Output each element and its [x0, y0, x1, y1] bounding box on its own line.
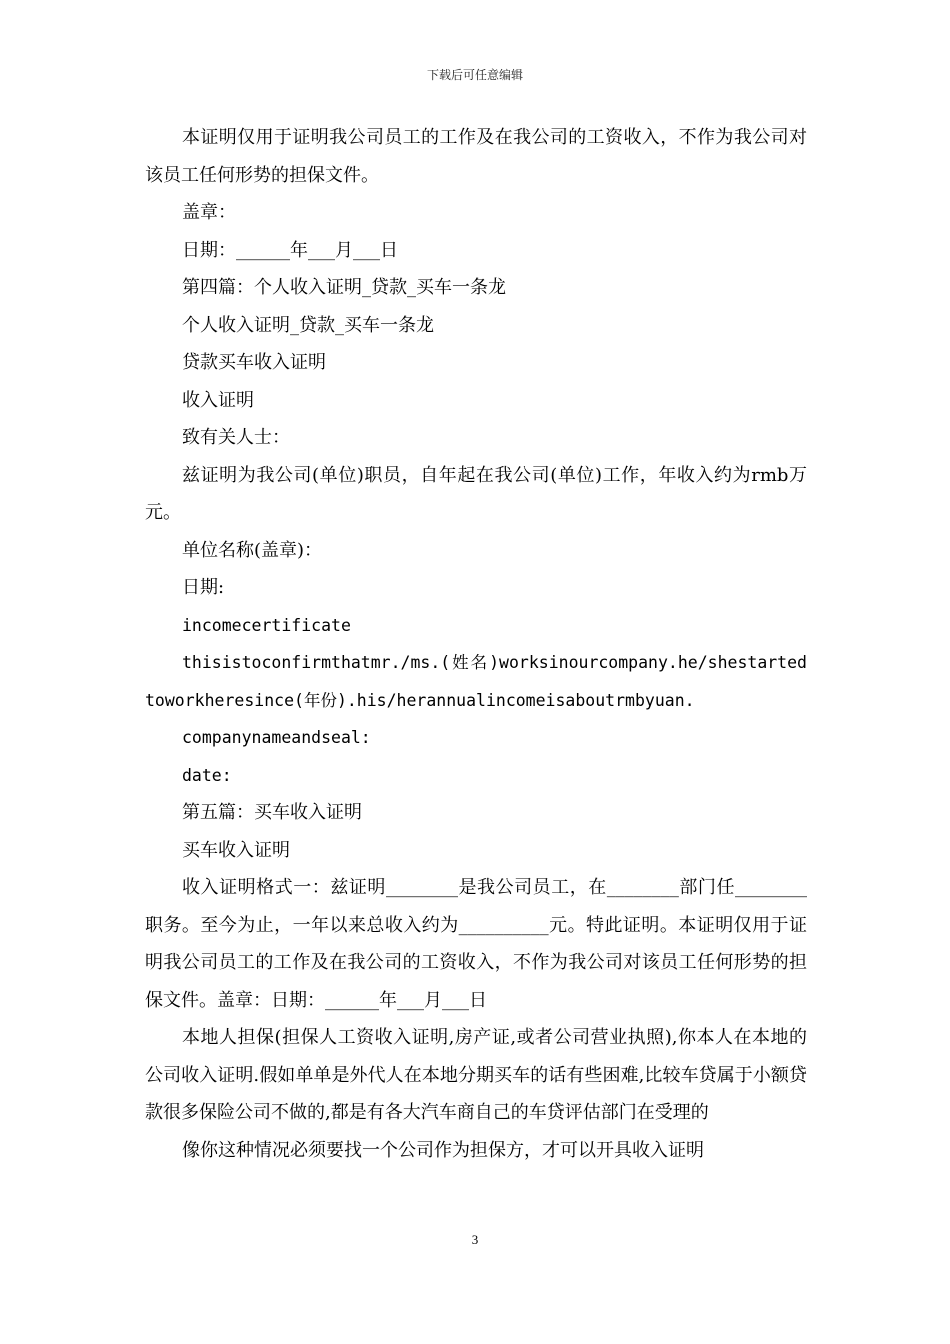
paragraph-date: 日期：______年___月___日	[182, 239, 398, 261]
paragraph-car-income-title: 买车收入证明	[182, 839, 290, 861]
paragraph-company-name-seal: companynameandseal:	[182, 728, 371, 747]
paragraph-subtitle: 个人收入证明_贷款_买车一条龙	[182, 314, 434, 336]
paragraph-format-one: 收入证明格式一：兹证明________是我公司员工，在________部门任________职务。至今为止，一年以来总收入约为__________元。特此证明。本证明仅用于证明我公司员工的工作及在我公司的工资收入，不作为我公司对该员工任何形势的担保文件。盖章：日期：______年___月___日	[145, 877, 807, 1011]
section-title-5: 第五篇：买车收入证明	[182, 802, 362, 823]
paragraph-english-date: date:	[182, 765, 232, 785]
paragraph-seal: 盖章：	[182, 202, 236, 223]
paragraph-income-certificate: incomecertificate	[182, 615, 351, 635]
paragraph-local-guarantee: 本地人担保(担保人工资收入证明,房产证,或者公司营业执照),你本人在本地的公司收入证明.假如单单是外代人在本地分期买车的话有些困难,比较车贷属于小额贷款很多保险公司不做的,都是有各大汽车商自己的车贷评估部门在受理的	[145, 1027, 807, 1123]
page-number: 3	[471, 1232, 479, 1247]
section-title-4: 第四篇：个人收入证明_贷款_买车一条龙	[182, 277, 506, 298]
paragraph-certify: 兹证明为我公司(单位)职员，自年起在我公司(单位)工作，年收入约为rmb万元。	[145, 464, 807, 523]
paragraph-date-2: 日期:	[182, 577, 225, 598]
paragraph-english-body: thisistoconfirmthatmr./ms.(姓名)worksinourcompany.he/shestartedtoworkheresince(年份).his/herannualincomeisaboutrmbyuan.	[145, 653, 807, 710]
paragraph-loan-title: 贷款买车收入证明	[182, 352, 326, 373]
page-header: 下载后可任意编辑	[426, 68, 523, 82]
paragraph-salutation: 致有关人士：	[182, 427, 290, 448]
document-body	[145, 119, 807, 1169]
paragraph-guarantor-note: 像你这种情况必须要找一个公司作为担保方，才可以开具收入证明	[182, 1139, 704, 1161]
paragraph-income-title: 收入证明	[182, 389, 254, 411]
paragraph-company-seal: 单位名称(盖章)：	[182, 539, 323, 561]
paragraph-disclaimer: 本证明仅用于证明我公司员工的工作及在我公司的工资收入，不作为我公司对该员工任何形势的担保文件。	[145, 127, 807, 186]
